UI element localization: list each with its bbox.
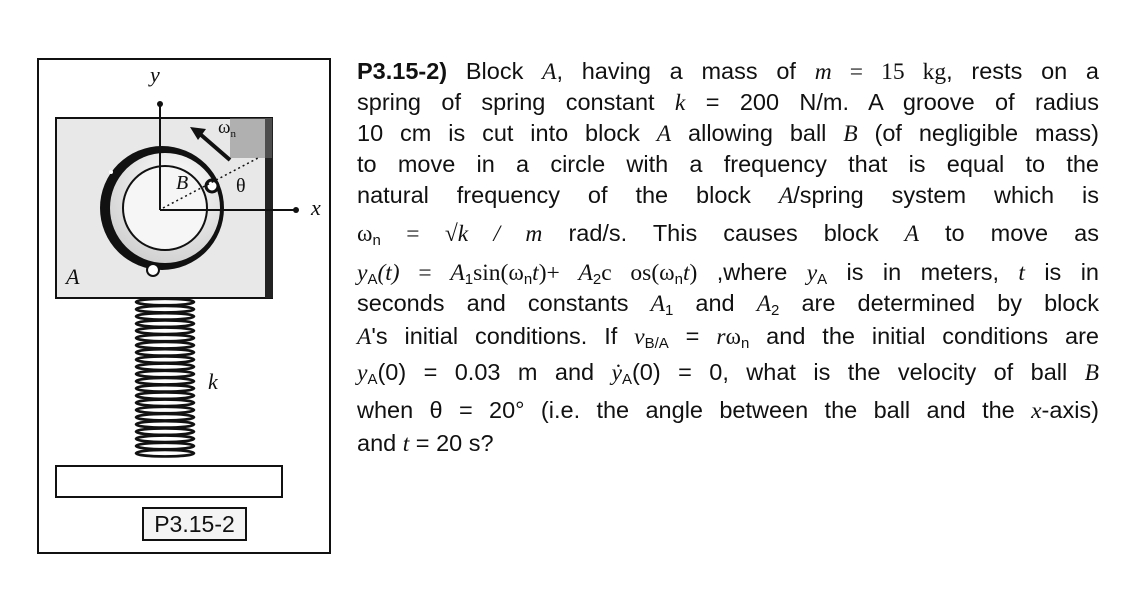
problem-line [357,290,1099,318]
omega-label: $\omega_n$ [218,117,237,140]
problem-line [357,58,1099,86]
spring-coil [136,421,194,427]
spring-coil [136,349,194,355]
text-segment: c os(ω [601,260,675,286]
spring-coil [136,385,194,391]
text-segment: n [523,271,533,288]
text-segment: -axis) [1041,397,1099,423]
text-segment: /spring system which is [793,182,1099,208]
text-segment: A [756,291,772,317]
text-segment: B [1084,360,1099,386]
spring-coil [136,364,194,370]
text-segment: k / m [457,221,543,247]
text-segment: y [357,360,368,386]
text-segment: ) [689,260,698,286]
spring-coil [136,428,194,434]
text-segment: ω [357,221,373,247]
text-segment: ω [725,324,741,350]
spring-coil [136,407,194,413]
problem-line [357,430,1099,458]
text-segment: t [1018,260,1025,286]
y-axis-label: y [150,62,160,87]
text-segment: 10 cm is cut into block [357,120,657,146]
block-label: A [66,264,80,289]
spring-coil [136,335,194,341]
text-segment: is in meters, [827,259,1019,285]
text-segment: A [778,183,794,209]
text-segment: B [843,121,858,147]
text-segment: 's initial conditions. If [371,323,635,349]
spring-coil [136,342,194,348]
problem-line [357,259,1099,287]
text-segment: 1 [664,302,674,319]
spring [136,299,194,457]
text-segment: Block [447,58,543,84]
text-segment: A [817,271,828,288]
text-segment: = [668,323,717,349]
text-segment: 1 [464,271,474,288]
problem-line [357,323,1099,351]
text-segment: allowing ball [671,120,844,146]
problem-figure [0,0,340,592]
text-segment: t [402,431,410,457]
spring-coil [136,378,194,384]
figure-label: P3.15-2 [142,507,247,541]
text-segment: = 20 s? [409,430,494,456]
text-segment: r [716,324,726,350]
spring-coil [136,371,194,377]
text-segment: k [674,90,686,116]
spring-coil [136,299,194,305]
problem-line [357,220,1099,248]
problem-line [357,89,1099,117]
text-segment: A [367,271,378,288]
text-segment: n [674,271,683,288]
spring-coil [136,443,194,449]
text-segment: n [740,335,750,352]
text-segment: = 200 N/m. A groove of radius [685,89,1100,115]
text-segment: (of negligible mass) [857,120,1099,146]
text-segment: (t) [377,260,400,286]
spring-coil [136,392,194,398]
text-segment: sin(ω [473,260,524,286]
text-segment: = [399,260,451,286]
spring-constant-label: k [208,369,218,394]
text-segment: , having a mass of [556,58,815,84]
text-segment: A [578,260,593,286]
angle-label: θ [236,175,246,197]
text-segment: A [542,59,557,85]
text-segment: n [372,232,381,249]
problem-line [357,182,1099,210]
text-segment: A [650,291,665,317]
spring-coil [136,313,194,319]
spring-coil [136,356,194,362]
text-segment: and [673,290,757,316]
text-segment: A [904,221,919,247]
x-axis-label: x [311,195,321,220]
text-segment: A [656,121,672,147]
text-segment: when θ = 20° (i.e. the angle between the ball and the [357,397,1032,423]
text-segment: y [357,260,368,286]
text-segment: x [1031,398,1042,424]
text-segment: are determined by block [779,290,1099,316]
text-segment: spring of spring constant [357,89,675,115]
text-segment: and the initial conditions are [749,323,1099,349]
text-segment: to move in a circle with a frequency that is equal to the [357,151,1099,177]
text-segment: = √ [380,221,458,247]
text-segment: and [357,430,403,456]
text-segment: A [621,371,632,388]
text-segment: m [814,59,832,85]
text-segment: A [450,260,465,286]
text-segment: B/A [644,335,669,352]
text-segment: = 15 kg [831,59,947,85]
text-segment: v [634,324,645,350]
spring-coil [136,414,194,420]
text-segment: 2 [592,271,602,288]
text-segment: 2 [771,302,780,319]
text-segment: A [357,324,372,350]
ground-base [56,466,282,497]
spring-coil [136,320,194,326]
spring-coil [136,436,194,442]
text-segment: (0) = 0.03 m and [377,359,612,385]
problem-line [357,359,1099,387]
spring-coil [136,328,194,334]
text-segment: A [367,371,378,388]
groove-inner [123,166,207,250]
text-segment: )+ [538,260,579,286]
text-segment: rad/s. This causes block [542,220,905,246]
problem-line [357,151,1099,178]
text-segment: y [806,260,818,286]
text-segment: is in [1024,259,1099,285]
text-segment: to move as [919,220,1099,246]
spring-coil [136,400,194,406]
text-segment: seconds and constants [357,290,651,316]
problem-line [357,120,1099,148]
spring-coil [136,450,194,456]
problem-line [357,397,1099,425]
ball-label: B [176,172,189,194]
text-segment: P3.15-2) [357,58,448,84]
text-segment: ẏ [611,360,622,386]
text-segment: , rests on a [946,58,1100,84]
text-segment: ,where [697,259,807,285]
text-segment: natural frequency of the block [357,182,779,208]
text-segment: t [682,260,690,286]
spring-coil [136,306,194,312]
text-segment: t [532,260,539,286]
text-segment: (0) = 0, what is the velocity of ball [631,359,1085,385]
